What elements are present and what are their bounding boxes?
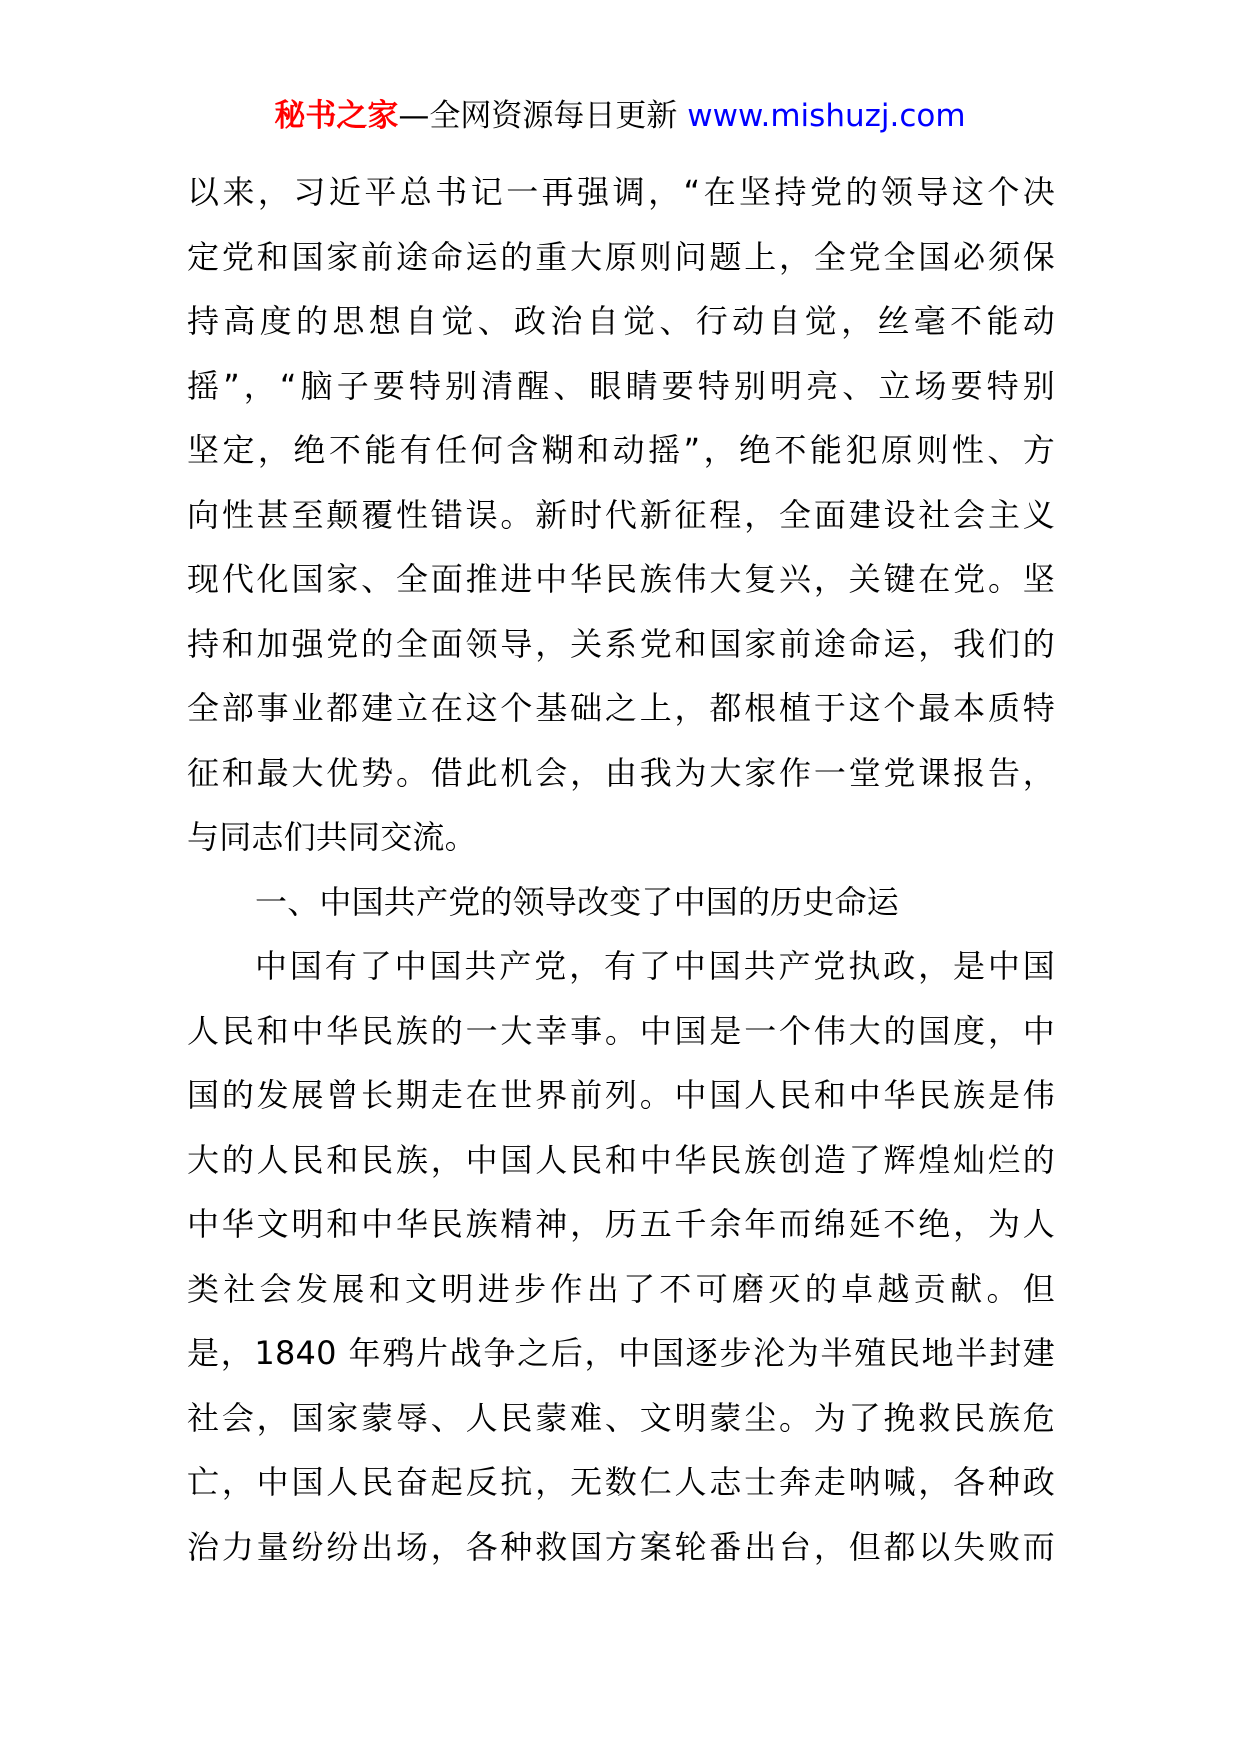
document-body xyxy=(187,160,1055,1579)
site-url-link[interactable]: www.mishuzj.com xyxy=(687,98,966,134)
text-line: 治力量纷纷出场，各种救国方案轮番出台，但都以失败而 xyxy=(187,1527,1055,1566)
text-line: 中华文明和中华民族精神，历五千余年而绵延不绝，为人 xyxy=(187,1205,1055,1243)
text-line: 是，1840 年鸦片战争之后，中国逐步沦为半殖民地半封建 xyxy=(187,1334,1055,1372)
text-line: 社会，国家蒙辱、人民蒙难、文明蒙尘。为了挽救民族危 xyxy=(187,1398,1055,1437)
text-line: 摇”，“脑子要特别清醒、眼睛要特别明亮、立场要特别 xyxy=(187,366,1055,405)
text-line: 全部事业都建立在这个基础之上，都根植于这个最本质特 xyxy=(187,689,1055,727)
text-line: 大的人民和民族，中国人民和中华民族创造了辉煌灿烂的 xyxy=(187,1140,1055,1179)
text-line: 人民和中华民族的一大幸事。中国是一个伟大的国度，中 xyxy=(187,1011,1055,1050)
text-line: 类社会发展和文明进步作出了不可磨灭的卓越贡献。但 xyxy=(187,1269,1055,1308)
text-line: 国的发展曾长期走在世界前列。中国人民和中华民族是伟 xyxy=(187,1076,1055,1114)
text-line: 向性甚至颠覆性错误。新时代新征程，全面建设社会主义 xyxy=(187,495,1055,534)
text-line: 坚定，绝不能有任何含糊和动摇”，绝不能犯原则性、方 xyxy=(187,431,1055,469)
site-header xyxy=(0,88,1240,144)
text-line: 持和加强党的全面领导，关系党和国家前途命运，我们的 xyxy=(187,624,1055,663)
text-line: 定党和国家前途命运的重大原则问题上，全党全国必须保 xyxy=(187,237,1055,276)
site-slogan: —全网资源每日更新 xyxy=(398,98,688,134)
text-line: 现代化国家、全面推进中华民族伟大复兴，关键在党。坚 xyxy=(187,560,1055,598)
text-line: 与同志们共同交流。 xyxy=(187,818,477,856)
text-line: 亡，中国人民奋起反抗，无数仁人志士奔走呐喊，各种政 xyxy=(187,1463,1055,1501)
text-line: 持高度的思想自觉、政治自觉、行动自觉，丝毫不能动 xyxy=(187,302,1055,340)
section-heading: 一、中国共产党的领导改变了中国的历史命运 xyxy=(255,882,900,921)
text-line: 征和最大优势。借此机会，由我为大家作一堂党课报告， xyxy=(187,753,1055,792)
text-line: 以来，习近平总书记一再强调，“在坚持党的领导这个决 xyxy=(187,173,1055,211)
text-line: 中国有了中国共产党，有了中国共产党执政，是中国 xyxy=(255,947,1055,985)
site-brand: 秘书之家 xyxy=(274,98,399,134)
